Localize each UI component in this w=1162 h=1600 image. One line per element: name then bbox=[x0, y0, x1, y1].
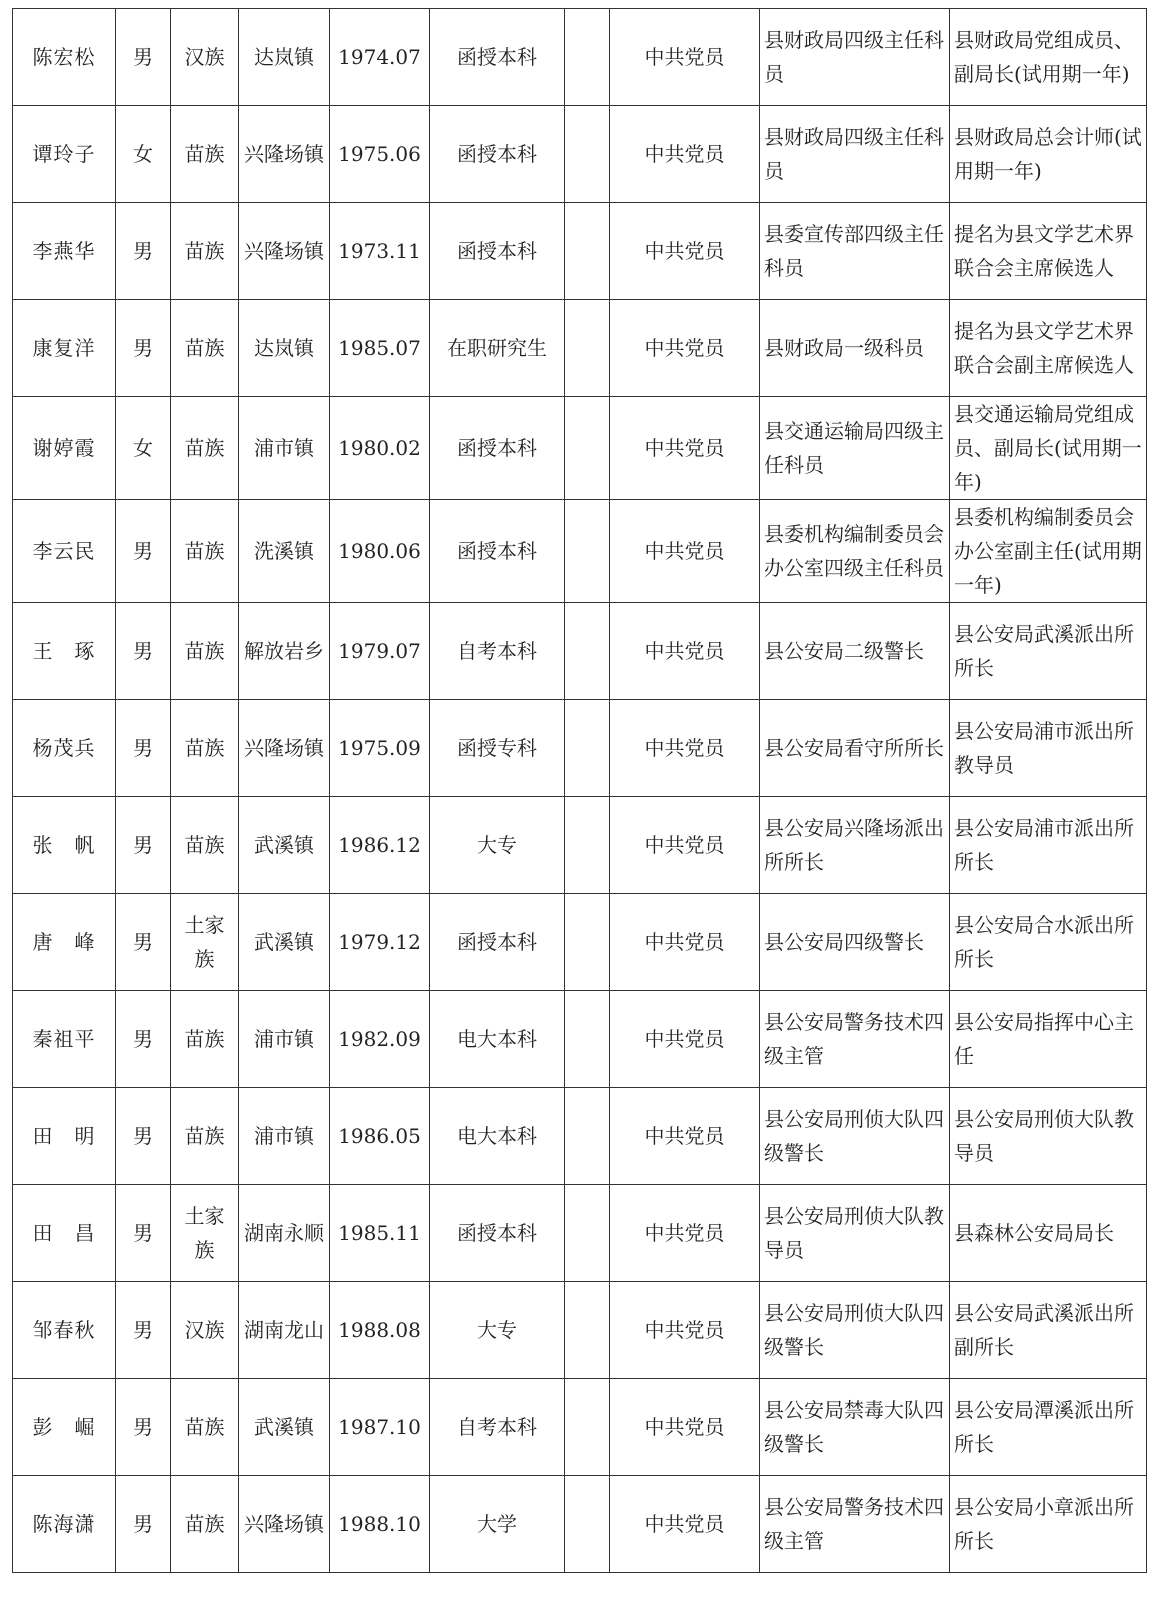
birth-date-cell: 1985.07 bbox=[330, 300, 430, 397]
current-position-cell: 县公安局看守所所长 bbox=[760, 700, 950, 797]
gender-cell: 男 bbox=[116, 1379, 171, 1476]
gender-cell: 男 bbox=[116, 500, 171, 603]
proposed-position-cell: 县森林公安局局长 bbox=[950, 1185, 1147, 1282]
current-position-cell: 县财政局四级主任科员 bbox=[760, 9, 950, 106]
birthplace-cell: 浦市镇 bbox=[239, 397, 330, 500]
education-cell: 函授专科 bbox=[430, 700, 565, 797]
degree-cell bbox=[565, 500, 610, 603]
birth-date-cell: 1980.02 bbox=[330, 397, 430, 500]
birth-date-cell: 1974.07 bbox=[330, 9, 430, 106]
degree-cell bbox=[565, 300, 610, 397]
table-body bbox=[13, 9, 1147, 1573]
gender-cell: 男 bbox=[116, 300, 171, 397]
name-cell: 张 帆 bbox=[13, 797, 116, 894]
proposed-position-cell: 提名为县文学艺术界联合会副主席候选人 bbox=[950, 300, 1147, 397]
table-row bbox=[13, 700, 1147, 797]
current-position-cell: 县公安局刑侦大队教导员 bbox=[760, 1185, 950, 1282]
proposed-position-cell: 县公安局指挥中心主任 bbox=[950, 991, 1147, 1088]
candidate-table bbox=[12, 8, 1147, 1573]
party-cell: 中共党员 bbox=[610, 700, 760, 797]
party-cell: 中共党员 bbox=[610, 9, 760, 106]
party-cell: 中共党员 bbox=[610, 500, 760, 603]
current-position-cell: 县公安局四级警长 bbox=[760, 894, 950, 991]
education-cell: 电大本科 bbox=[430, 1088, 565, 1185]
table-row bbox=[13, 1282, 1147, 1379]
name-cell: 田 昌 bbox=[13, 1185, 116, 1282]
name-cell: 杨茂兵 bbox=[13, 700, 116, 797]
name-cell: 邹春秋 bbox=[13, 1282, 116, 1379]
gender-cell: 男 bbox=[116, 1088, 171, 1185]
name-cell: 唐 峰 bbox=[13, 894, 116, 991]
birthplace-cell: 达岚镇 bbox=[239, 9, 330, 106]
current-position-cell: 县公安局警务技术四级主管 bbox=[760, 1476, 950, 1573]
birth-date-cell: 1985.11 bbox=[330, 1185, 430, 1282]
degree-cell bbox=[565, 797, 610, 894]
birthplace-cell: 湖南龙山 bbox=[239, 1282, 330, 1379]
gender-cell: 男 bbox=[116, 1476, 171, 1573]
party-cell: 中共党员 bbox=[610, 603, 760, 700]
birth-date-cell: 1986.12 bbox=[330, 797, 430, 894]
degree-cell bbox=[565, 203, 610, 300]
current-position-cell: 县财政局一级科员 bbox=[760, 300, 950, 397]
education-cell: 函授本科 bbox=[430, 500, 565, 603]
table-row bbox=[13, 300, 1147, 397]
proposed-position-cell: 县交通运输局党组成员、副局长(试用期一年) bbox=[950, 397, 1147, 500]
degree-cell bbox=[565, 1282, 610, 1379]
birth-date-cell: 1973.11 bbox=[330, 203, 430, 300]
gender-cell: 男 bbox=[116, 700, 171, 797]
birth-date-cell: 1982.09 bbox=[330, 991, 430, 1088]
education-cell: 函授本科 bbox=[430, 9, 565, 106]
ethnicity-cell: 苗族 bbox=[171, 797, 239, 894]
degree-cell bbox=[565, 1476, 610, 1573]
current-position-cell: 县公安局兴隆场派出所所长 bbox=[760, 797, 950, 894]
degree-cell bbox=[565, 106, 610, 203]
table-row bbox=[13, 1088, 1147, 1185]
proposed-position-cell: 县公安局武溪派出所副所长 bbox=[950, 1282, 1147, 1379]
name-cell: 王 琢 bbox=[13, 603, 116, 700]
education-cell: 电大本科 bbox=[430, 991, 565, 1088]
degree-cell bbox=[565, 1185, 610, 1282]
proposed-position-cell: 县公安局浦市派出所教导员 bbox=[950, 700, 1147, 797]
table-row bbox=[13, 500, 1147, 603]
current-position-cell: 县交通运输局四级主任科员 bbox=[760, 397, 950, 500]
birth-date-cell: 1988.10 bbox=[330, 1476, 430, 1573]
name-cell: 田 明 bbox=[13, 1088, 116, 1185]
gender-cell: 男 bbox=[116, 9, 171, 106]
proposed-position-cell: 县财政局总会计师(试用期一年) bbox=[950, 106, 1147, 203]
current-position-cell: 县公安局刑侦大队四级警长 bbox=[760, 1088, 950, 1185]
gender-cell: 男 bbox=[116, 1185, 171, 1282]
name-cell: 李燕华 bbox=[13, 203, 116, 300]
table-row bbox=[13, 203, 1147, 300]
current-position-cell: 县公安局二级警长 bbox=[760, 603, 950, 700]
birth-date-cell: 1988.08 bbox=[330, 1282, 430, 1379]
proposed-position-cell: 县财政局党组成员、副局长(试用期一年) bbox=[950, 9, 1147, 106]
name-cell: 康复洋 bbox=[13, 300, 116, 397]
name-cell: 谢婷霞 bbox=[13, 397, 116, 500]
degree-cell bbox=[565, 991, 610, 1088]
gender-cell: 女 bbox=[116, 397, 171, 500]
birthplace-cell: 湖南永顺 bbox=[239, 1185, 330, 1282]
birthplace-cell: 浦市镇 bbox=[239, 1088, 330, 1185]
gender-cell: 男 bbox=[116, 991, 171, 1088]
table-row bbox=[13, 106, 1147, 203]
birth-date-cell: 1979.07 bbox=[330, 603, 430, 700]
education-cell: 函授本科 bbox=[430, 894, 565, 991]
ethnicity-cell: 汉族 bbox=[171, 1282, 239, 1379]
birthplace-cell: 兴隆场镇 bbox=[239, 106, 330, 203]
table-row bbox=[13, 603, 1147, 700]
birth-date-cell: 1975.06 bbox=[330, 106, 430, 203]
education-cell: 函授本科 bbox=[430, 1185, 565, 1282]
table-row bbox=[13, 1379, 1147, 1476]
degree-cell bbox=[565, 603, 610, 700]
table-row bbox=[13, 991, 1147, 1088]
birth-date-cell: 1975.09 bbox=[330, 700, 430, 797]
name-cell: 陈海潇 bbox=[13, 1476, 116, 1573]
party-cell: 中共党员 bbox=[610, 1185, 760, 1282]
proposed-position-cell: 县公安局小章派出所所长 bbox=[950, 1476, 1147, 1573]
education-cell: 在职研究生 bbox=[430, 300, 565, 397]
party-cell: 中共党员 bbox=[610, 106, 760, 203]
birthplace-cell: 兴隆场镇 bbox=[239, 203, 330, 300]
ethnicity-cell: 苗族 bbox=[171, 1476, 239, 1573]
birthplace-cell: 武溪镇 bbox=[239, 1379, 330, 1476]
party-cell: 中共党员 bbox=[610, 991, 760, 1088]
ethnicity-cell: 土家族 bbox=[171, 1185, 239, 1282]
table-row bbox=[13, 397, 1147, 500]
degree-cell bbox=[565, 1088, 610, 1185]
gender-cell: 男 bbox=[116, 603, 171, 700]
table-row bbox=[13, 797, 1147, 894]
current-position-cell: 县公安局禁毒大队四级警长 bbox=[760, 1379, 950, 1476]
ethnicity-cell: 苗族 bbox=[171, 1379, 239, 1476]
ethnicity-cell: 苗族 bbox=[171, 300, 239, 397]
table-row bbox=[13, 894, 1147, 991]
education-cell: 函授本科 bbox=[430, 106, 565, 203]
ethnicity-cell: 苗族 bbox=[171, 603, 239, 700]
party-cell: 中共党员 bbox=[610, 797, 760, 894]
degree-cell bbox=[565, 1379, 610, 1476]
name-cell: 李云民 bbox=[13, 500, 116, 603]
current-position-cell: 县公安局刑侦大队四级警长 bbox=[760, 1282, 950, 1379]
birthplace-cell: 兴隆场镇 bbox=[239, 1476, 330, 1573]
education-cell: 函授本科 bbox=[430, 397, 565, 500]
ethnicity-cell: 汉族 bbox=[171, 9, 239, 106]
table-row bbox=[13, 1476, 1147, 1573]
gender-cell: 男 bbox=[116, 797, 171, 894]
name-cell: 谭玲子 bbox=[13, 106, 116, 203]
ethnicity-cell: 苗族 bbox=[171, 1088, 239, 1185]
education-cell: 自考本科 bbox=[430, 603, 565, 700]
ethnicity-cell: 苗族 bbox=[171, 106, 239, 203]
name-cell: 陈宏松 bbox=[13, 9, 116, 106]
party-cell: 中共党员 bbox=[610, 894, 760, 991]
ethnicity-cell: 土家族 bbox=[171, 894, 239, 991]
birthplace-cell: 洗溪镇 bbox=[239, 500, 330, 603]
proposed-position-cell: 县公安局刑侦大队教导员 bbox=[950, 1088, 1147, 1185]
party-cell: 中共党员 bbox=[610, 397, 760, 500]
proposed-position-cell: 提名为县文学艺术界联合会主席候选人 bbox=[950, 203, 1147, 300]
name-cell: 彭 崛 bbox=[13, 1379, 116, 1476]
education-cell: 自考本科 bbox=[430, 1379, 565, 1476]
name-cell: 秦祖平 bbox=[13, 991, 116, 1088]
ethnicity-cell: 苗族 bbox=[171, 203, 239, 300]
ethnicity-cell: 苗族 bbox=[171, 700, 239, 797]
education-cell: 大专 bbox=[430, 1282, 565, 1379]
current-position-cell: 县委宣传部四级主任科员 bbox=[760, 203, 950, 300]
education-cell: 函授本科 bbox=[430, 203, 565, 300]
ethnicity-cell: 苗族 bbox=[171, 397, 239, 500]
proposed-position-cell: 县公安局潭溪派出所所长 bbox=[950, 1379, 1147, 1476]
party-cell: 中共党员 bbox=[610, 203, 760, 300]
party-cell: 中共党员 bbox=[610, 1282, 760, 1379]
birthplace-cell: 解放岩乡 bbox=[239, 603, 330, 700]
degree-cell bbox=[565, 894, 610, 991]
proposed-position-cell: 县公安局合水派出所所长 bbox=[950, 894, 1147, 991]
gender-cell: 男 bbox=[116, 1282, 171, 1379]
degree-cell bbox=[565, 397, 610, 500]
birthplace-cell: 浦市镇 bbox=[239, 991, 330, 1088]
ethnicity-cell: 苗族 bbox=[171, 991, 239, 1088]
proposed-position-cell: 县委机构编制委员会办公室副主任(试用期一年) bbox=[950, 500, 1147, 603]
ethnicity-cell: 苗族 bbox=[171, 500, 239, 603]
education-cell: 大专 bbox=[430, 797, 565, 894]
current-position-cell: 县公安局警务技术四级主管 bbox=[760, 991, 950, 1088]
proposed-position-cell: 县公安局武溪派出所所长 bbox=[950, 603, 1147, 700]
degree-cell bbox=[565, 9, 610, 106]
proposed-position-cell: 县公安局浦市派出所所长 bbox=[950, 797, 1147, 894]
birth-date-cell: 1986.05 bbox=[330, 1088, 430, 1185]
birthplace-cell: 武溪镇 bbox=[239, 797, 330, 894]
party-cell: 中共党员 bbox=[610, 1088, 760, 1185]
birthplace-cell: 达岚镇 bbox=[239, 300, 330, 397]
current-position-cell: 县财政局四级主任科员 bbox=[760, 106, 950, 203]
party-cell: 中共党员 bbox=[610, 1379, 760, 1476]
education-cell: 大学 bbox=[430, 1476, 565, 1573]
gender-cell: 男 bbox=[116, 894, 171, 991]
birthplace-cell: 武溪镇 bbox=[239, 894, 330, 991]
party-cell: 中共党员 bbox=[610, 1476, 760, 1573]
birthplace-cell: 兴隆场镇 bbox=[239, 700, 330, 797]
party-cell: 中共党员 bbox=[610, 300, 760, 397]
gender-cell: 女 bbox=[116, 106, 171, 203]
gender-cell: 男 bbox=[116, 203, 171, 300]
table-row bbox=[13, 1185, 1147, 1282]
degree-cell bbox=[565, 700, 610, 797]
birth-date-cell: 1987.10 bbox=[330, 1379, 430, 1476]
current-position-cell: 县委机构编制委员会办公室四级主任科员 bbox=[760, 500, 950, 603]
birth-date-cell: 1979.12 bbox=[330, 894, 430, 991]
table-row bbox=[13, 9, 1147, 106]
birth-date-cell: 1980.06 bbox=[330, 500, 430, 603]
